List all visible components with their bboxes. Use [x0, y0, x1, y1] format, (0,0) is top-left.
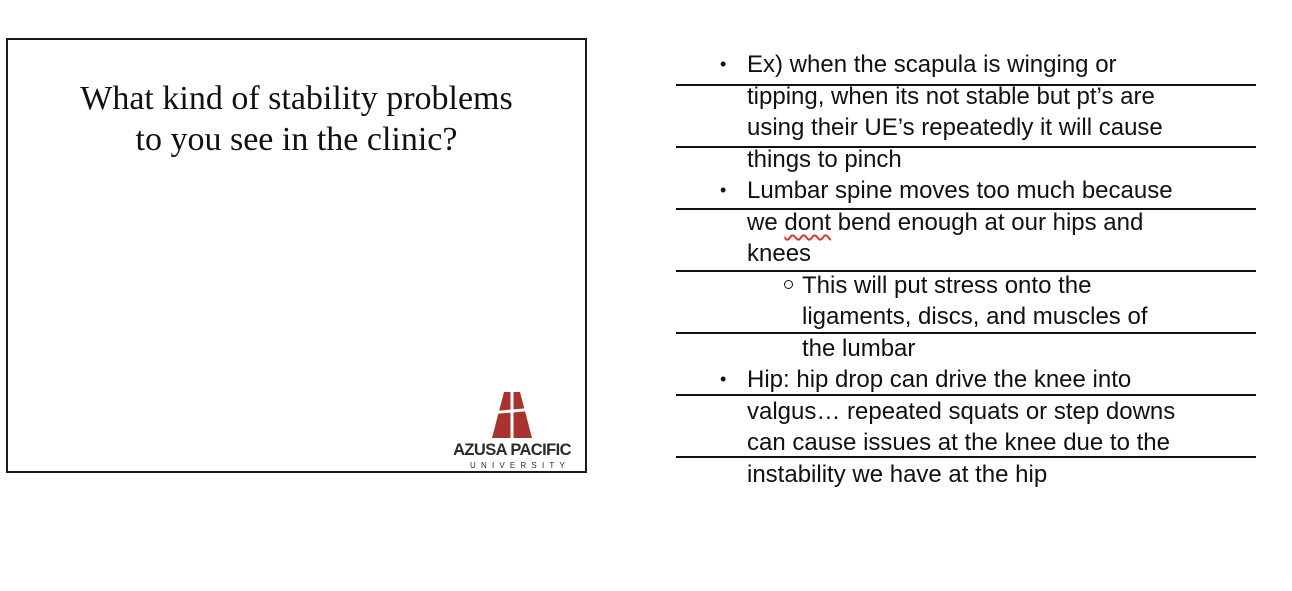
note-line [747, 207, 1143, 238]
note-line: can cause issues at the knee due to the [747, 429, 1170, 456]
note-line: instability we have at the hip [747, 461, 1048, 488]
note-text: we [747, 209, 785, 236]
misspelled-word[interactable]: dont [784, 209, 832, 236]
slide-title [8, 78, 585, 160]
note-line: knees [747, 240, 812, 267]
note-line: things to pinch [747, 146, 902, 173]
slide-title-line: to you see in the clinic? [135, 121, 458, 158]
logo-name: AZUSA PACIFIC [453, 441, 571, 459]
notes-rule [676, 332, 1256, 334]
note-line: Ex) when the scapula is winging or [747, 51, 1117, 78]
logo-emblem-icon [492, 392, 532, 438]
sub-bullet-icon [784, 280, 793, 289]
bullet-icon: • [720, 369, 727, 389]
note-text: bend enough at our hips and [831, 209, 1144, 236]
note-line: Lumbar spine moves too much because [747, 177, 1173, 204]
bullet-icon: • [720, 180, 727, 200]
slide-title-line: What kind of stability problems [80, 80, 513, 117]
slide-thumbnail[interactable] [6, 38, 587, 473]
note-line: ligaments, discs, and muscles of [802, 303, 1148, 330]
note-line: the lumbar [802, 335, 916, 362]
note-line: using their UE’s repeatedly it will cause [747, 114, 1163, 141]
note-line: tipping, when its not stable but pt’s are [747, 83, 1155, 110]
note-line: Hip: hip drop can drive the knee into [747, 366, 1132, 393]
note-line: valgus… repeated squats or step downs [747, 398, 1176, 425]
university-logo [436, 392, 587, 472]
bullet-icon: • [720, 54, 727, 74]
note-line: This will put stress onto the [802, 272, 1092, 299]
logo-subtitle: UNIVERSITY [469, 461, 570, 470]
